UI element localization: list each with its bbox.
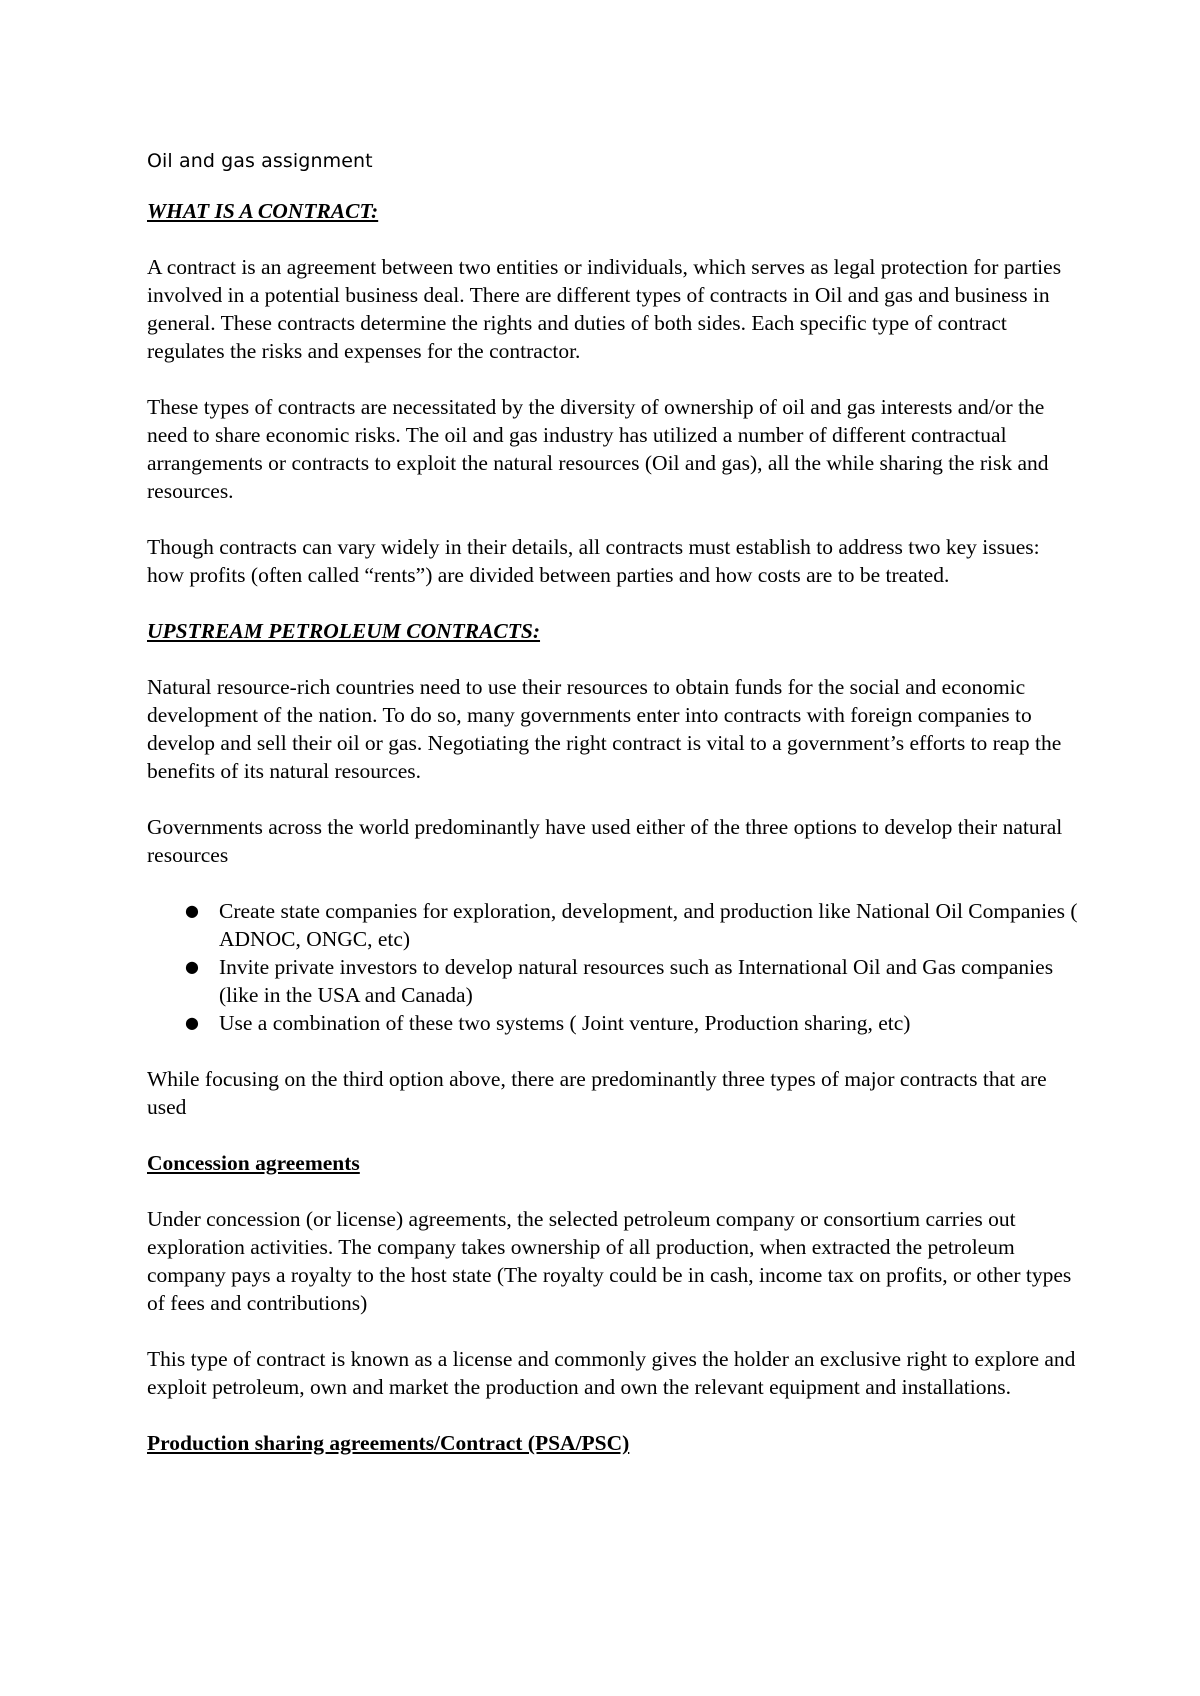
section-heading-upstream-petroleum-contracts: UPSTREAM PETROLEUM CONTRACTS: [147,619,541,643]
list-item-text: Create state companies for exploration, development, and production like National Oil Companies ( ADNOC, ONGC, etc) [219,899,1078,951]
paragraph: A contract is an agreement between two entities or individuals, which serves as legal protection for parties involved in a potential business deal. There are different types of contracts in Oil and gas and business in general. These contracts determine the rights and duties of both sides. Each specific type of contract regulates the risks and expenses for the contractor. [147,255,1062,363]
section-heading-concession-agreements: Concession agreements [147,1151,360,1175]
list-item [147,953,1082,1009]
document-title: Oil and gas assignment [147,150,373,172]
list-item-text: Invite private investors to develop natural resources such as International Oil and Gas companies (like in the USA and Canada) [219,955,1054,1007]
options-bullet-list [147,897,1082,1037]
paragraph: While focusing on the third option above, there are predominantly three types of major contracts that are used [147,1067,1047,1119]
paragraph: Governments across the world predominantly have used either of the three options to develop their natural resources [147,815,1063,867]
bullet-icon: ● [185,1013,199,1032]
list-item [147,897,1082,953]
section-heading-production-sharing-agreements: Production sharing agreements/Contract (PSA/PSC) [147,1431,630,1455]
paragraph: These types of contracts are necessitated by the diversity of ownership of oil and gas interests and/or the need to share economic risks. The oil and gas industry has utilized a number of different contractual arrangements or contracts to exploit the natural resources (Oil and gas), all the while sharing the risk and resources. [147,395,1049,503]
paragraph: Natural resource-rich countries need to use their resources to obtain funds for the social and economic development of the nation. To do so, many governments enter into contracts with foreign companies to develop and sell their oil or gas. Negotiating the right contract is vital to a government’s efforts to reap the benefits of its natural resources. [147,675,1062,783]
list-item-text: Use a combination of these two systems ( Joint venture, Production sharing, etc) [219,1011,911,1035]
list-item [147,1009,1082,1037]
paragraph: Though contracts can vary widely in their details, all contracts must establish to address two key issues: how profits (often called “rents”) are divided between parties and how costs are to be treated. [147,535,1040,587]
paragraph: This type of contract is known as a license and commonly gives the holder an exclusive right to explore and exploit petroleum, own and market the production and own the relevant equipment and installations. [147,1347,1076,1399]
section-heading-what-is-a-contract: WHAT IS A CONTRACT: [147,199,379,223]
paragraph: Under concession (or license) agreements, the selected petroleum company or consortium carries out exploration activities. The company takes ownership of all production, when extracted the petroleum company pays a royalty to the host state (The royalty could be in cash, income tax on profits, or other types of fees and contributions) [147,1207,1072,1315]
bullet-icon: ● [185,901,199,920]
document-body [147,147,1082,1485]
bullet-icon: ● [185,957,199,976]
